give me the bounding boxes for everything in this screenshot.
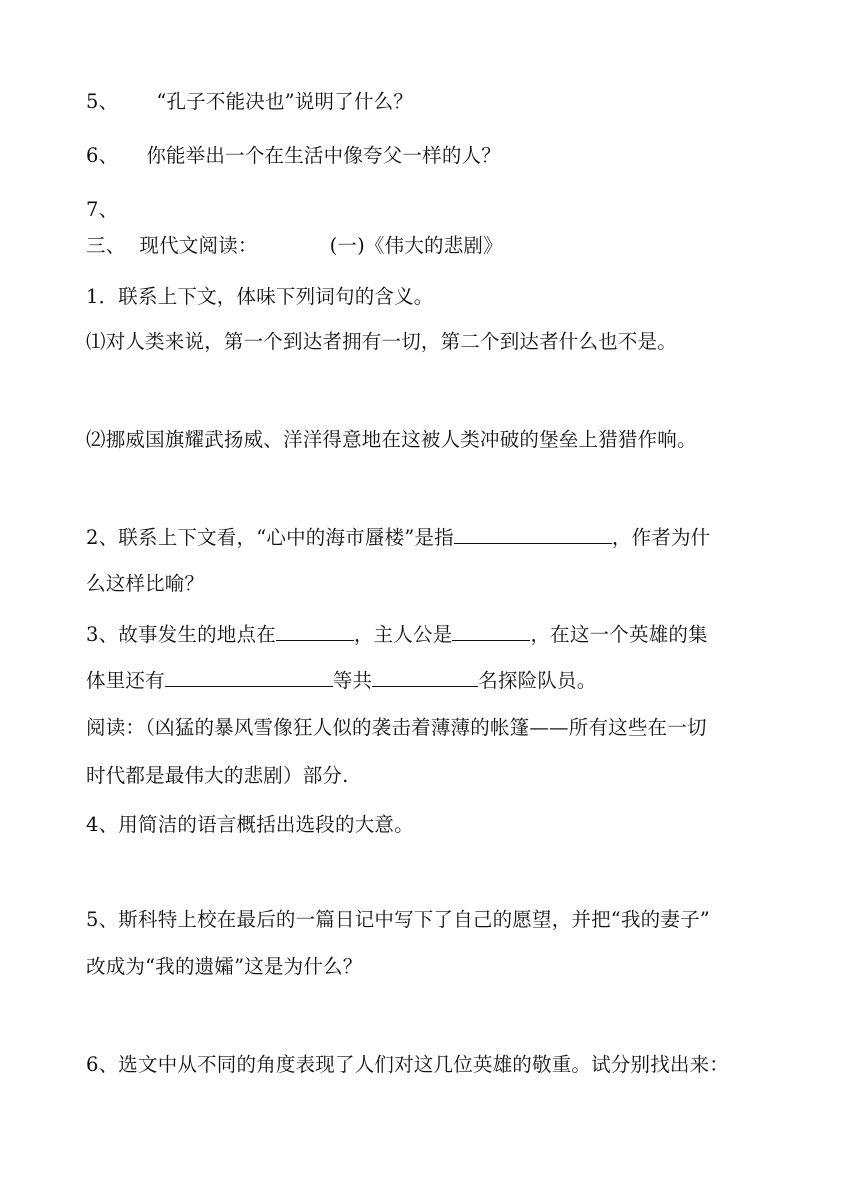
answer-blank[interactable] — [454, 521, 612, 544]
section-3-heading — [86, 232, 503, 260]
item-1-sentence-b: ⑵挪威国旗耀武扬威、洋洋得意地在这被人类冲破的堡垒上猎猎作响。 — [86, 428, 697, 451]
item-3-text: 名探险队员。 — [478, 669, 597, 692]
question-number: 5、 — [86, 90, 119, 113]
item-1-heading: 1．联系上下文，体味下列词句的含义。 — [86, 285, 434, 308]
item-3-text: ，主人公是 — [353, 623, 453, 646]
item-3-text: 体里还有 — [86, 669, 165, 692]
item-3-text: 等共 — [332, 669, 373, 692]
item-1-sentence-a: ⑴对人类来说，第一个到达者拥有一切，第二个到达者什么也不是。 — [86, 330, 678, 353]
item-6: 6、选文中从不同的角度表现了人们对这几位英雄的敬重。试分别找出来： — [86, 1053, 730, 1076]
item-4: 4、用简洁的语言概括出选段的大意。 — [86, 813, 414, 836]
item-3-line-2 — [86, 664, 596, 695]
answer-blank-count[interactable] — [372, 664, 478, 687]
reading-note-line-2: 时代都是最伟大的悲剧）部分. — [86, 764, 349, 787]
question-number: 6、 — [86, 144, 119, 167]
question-text: “孔子不能决也”说明了什么？ — [156, 90, 414, 113]
item-3-text: ，在这一个英雄的集 — [530, 623, 708, 646]
item-3-line-1 — [86, 618, 708, 649]
item-2-text-tail: ，作者为什 — [611, 526, 711, 549]
answer-blank-location[interactable] — [276, 618, 354, 641]
item-5-line-2: 改成为“我的遗孀”这是为什么？ — [86, 955, 363, 978]
question-number: 7、 — [86, 198, 119, 221]
section-title: 现代文阅读： — [139, 234, 258, 257]
section-subtitle: (一)《伟大的悲剧》 — [329, 234, 503, 257]
section-number: 三、 — [86, 234, 126, 257]
answer-blank-members[interactable] — [165, 664, 333, 687]
answer-blank-protagonist[interactable] — [452, 618, 530, 641]
item-2-text: 2、联系上下文看，“心中的海市蜃楼”是指 — [86, 526, 454, 549]
question-5 — [86, 88, 413, 116]
item-3-text: 3、故事发生的地点在 — [86, 623, 276, 646]
question-6 — [86, 142, 501, 170]
reading-note-line-1: 阅读：（凶猛的暴风雪像狂人似的袭击着薄薄的帐篷——所有这些在一切 — [86, 716, 707, 739]
question-text: 你能举出一个在生活中像夸父一样的人？ — [146, 144, 501, 167]
item-2-line-1 — [86, 521, 710, 552]
item-5-line-1: 5、斯科特上校在最后的一篇日记中写下了自己的愿望，并把“我的妻子” — [86, 908, 710, 931]
question-7 — [86, 196, 118, 224]
item-2-line-2: 么这样比喻？ — [86, 572, 205, 595]
